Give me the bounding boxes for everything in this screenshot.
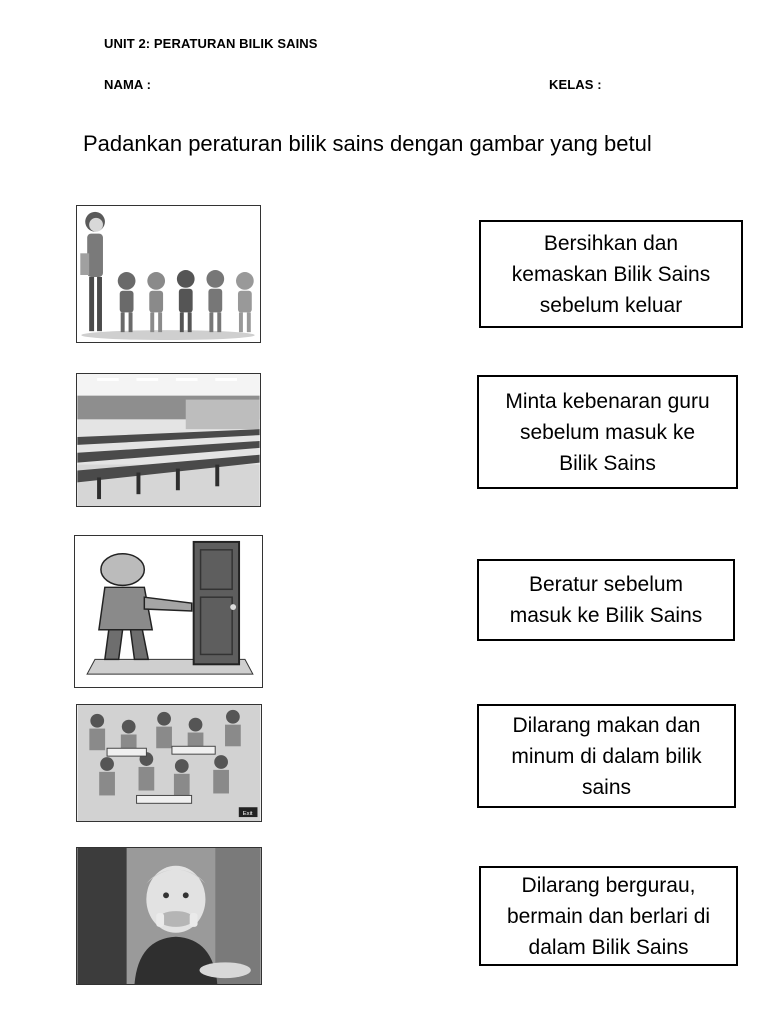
rule-line: Bersihkan dan [543, 231, 679, 255]
rule-box-clean-up [479, 220, 743, 328]
rule-line: Bilik Sains [559, 451, 656, 475]
rule-line: Beratur sebelum [528, 573, 684, 596]
students-queue-picture [76, 205, 261, 343]
exit-sign: Exit [242, 811, 253, 818]
knocking-door-picture [74, 535, 263, 688]
rule-line: dalam Bilik Sains [528, 935, 689, 959]
science-lab-picture [76, 373, 261, 507]
rule-line: kemaskan Bilik Sains [511, 262, 711, 286]
rule-line: sains [581, 775, 632, 799]
kelas-label: KELAS : [549, 77, 602, 92]
rule-line: Dilarang makan dan [512, 713, 701, 737]
instruction-text: Padankan peraturan bilik sains dengan gambar yang betul [83, 131, 652, 156]
rule-box-no-eating [477, 704, 736, 808]
rule-box-no-playing [479, 866, 738, 966]
messy-classroom-picture [76, 704, 262, 822]
rule-line: sebelum masuk ke [519, 420, 696, 444]
rule-line: bermain dan berlari di [506, 904, 711, 928]
rule-line: Minta kebenaran guru [505, 389, 710, 413]
unit-title: UNIT 2: PERATURAN BILIK SAINS [104, 36, 318, 51]
rule-box-ask-permission [477, 375, 738, 489]
rule-line: Dilarang bergurau, [521, 873, 696, 897]
rule-line: masuk ke Bilik Sains [509, 604, 703, 627]
rule-line: sebelum keluar [539, 293, 683, 317]
rule-box-queue [477, 559, 735, 641]
child-eating-picture [76, 847, 262, 985]
nama-label: NAMA : [104, 77, 152, 92]
rule-line: minum di dalam bilik [511, 744, 702, 768]
